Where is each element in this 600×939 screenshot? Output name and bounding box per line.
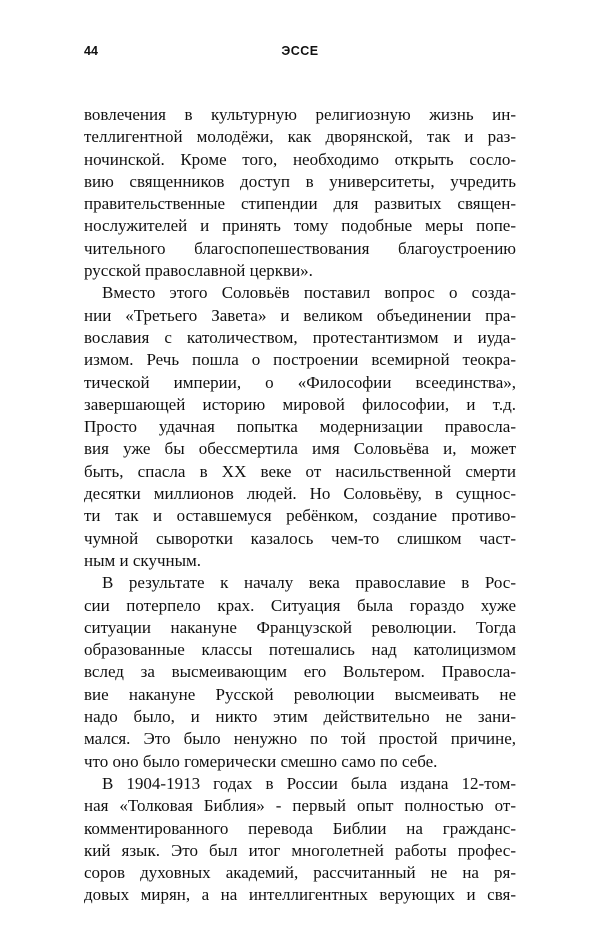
text-line: Вместо этого Соловьёв поставил вопрос о созда- [102, 283, 516, 303]
text-line: кий язык. Это был итог многолетней работы профес- [84, 840, 516, 860]
text-line: образованные классы потешались над католицизмом [84, 640, 516, 660]
text-line: В результате к началу века православие в Рос- [102, 573, 516, 593]
text-line: вовлечения в культурную религиозную жизнь ин- [84, 105, 516, 124]
text-line: чумной сыворотки казалось чем-то слишком част- [84, 528, 516, 548]
page-header [84, 44, 516, 62]
text-line: вия уже бы обессмертила имя Соловьёва и, может [84, 439, 516, 459]
text-line: В 1904-1913 годах в России была издана 12-том- [102, 773, 516, 793]
text-line: чительного благоспопешествования благоустроению [84, 238, 516, 258]
text-line: мался. Это было ненужно по той простой причине, [84, 729, 516, 749]
text-line: завершающей историю мировой философии, и т.д. [84, 394, 516, 414]
paragraph-2 [84, 282, 516, 572]
text-line: Просто удачная попытка модернизации правосла- [84, 417, 516, 437]
text-line: ночинской. Кроме того, необходимо открыть сосло- [84, 149, 516, 169]
body-text [84, 104, 516, 907]
paragraph-3 [84, 572, 516, 773]
text-line: правительственные стипендии для развитых священ- [84, 194, 516, 214]
text-line: измом. Речь пошла о построении всемирной теокра- [84, 350, 516, 370]
text-line: нии «Третьего Завета» и великом объединении пра- [84, 305, 516, 325]
text-line: надо было, и никто этим действительно не зани- [84, 707, 516, 727]
text-line: соров духовных академий, рассчитанный не на ря- [84, 863, 516, 883]
text-line: ситуации накануне Французской революции. Тогда [84, 617, 516, 637]
running-title: ЭССЕ [281, 44, 319, 58]
paragraph-1 [84, 104, 516, 282]
text-line: что оно было гомерически смешно само по себе. [84, 751, 438, 771]
paragraph-4 [84, 773, 516, 907]
page-number: 44 [84, 44, 98, 58]
text-line: вслед за высмеивающим его Вольтером. Правосла- [84, 662, 516, 682]
text-line: ти так и оставшемуся ребёнком, создание противо- [84, 506, 516, 526]
text-line: тической империи, о «Философии всеединства», [84, 372, 516, 392]
text-line: вие накануне Русской революции высмеивать не [84, 684, 516, 704]
text-line: быть, спасла в XX веке от насильственной смерти [84, 461, 516, 481]
text-line: вию священников доступ в университеты, учредить [84, 171, 516, 191]
text-line: комментированного перевода Библии на гражданс- [84, 818, 516, 838]
text-line: нослужителей и принять тому подобные меры попе- [84, 216, 516, 236]
text-line: десятки миллионов людей. Но Соловьёву, в сущнос- [84, 484, 516, 504]
text-line: ная «Толковая Библия» - первый опыт полностью от- [84, 796, 516, 816]
text-line: русской православной церкви». [84, 261, 313, 281]
text-line: довых мирян, а на интеллигентных верующих и свя- [84, 885, 516, 905]
text-line: теллигентной молодёжи, как дворянской, так и раз- [84, 127, 516, 147]
text-line: ным и скучным. [84, 550, 202, 570]
text-line: сии потерпело крах. Ситуация была гораздо хуже [84, 595, 516, 615]
text-line: вославия с католичеством, протестантизмом и иуда- [84, 327, 516, 347]
